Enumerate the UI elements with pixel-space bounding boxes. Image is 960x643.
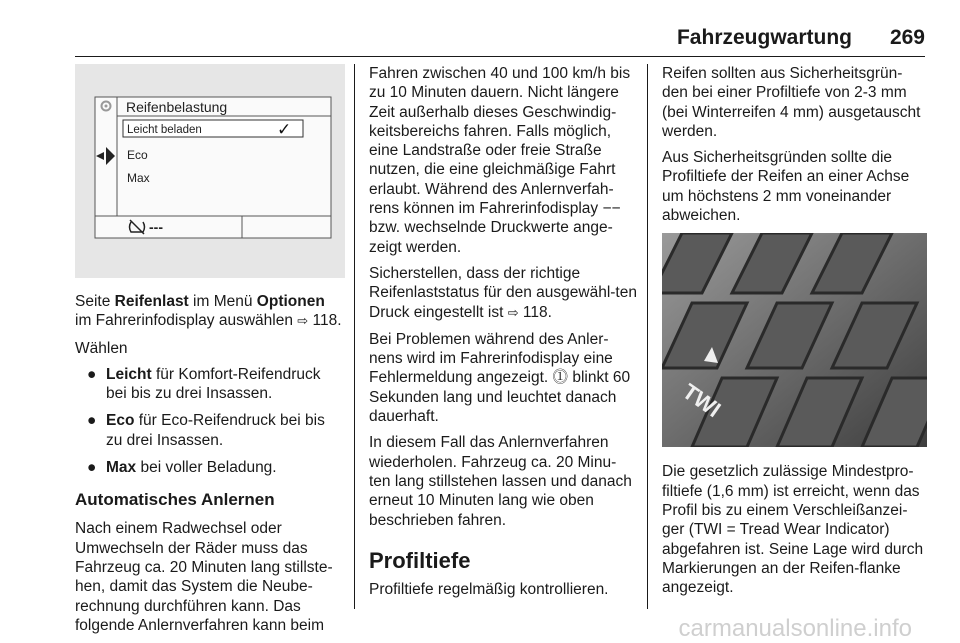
checkmark-icon: ✓ xyxy=(277,120,292,140)
section-heading-profiltiefe: Profiltiefe xyxy=(369,547,471,573)
page-ref-arrow-icon: ⇨ xyxy=(507,305,519,321)
column-3 xyxy=(662,64,927,604)
subheading-automatisches-anlernen: Automatisches Anlernen xyxy=(75,490,275,510)
column-divider xyxy=(354,64,355,609)
column-2 xyxy=(369,64,637,606)
column-divider xyxy=(647,64,648,609)
paragraph-sicherstellen: Sicherstellen, dass der richtige Reifenlaststatus für den ausgewähl-ten Druck eingestellt ist ⇨ 118. xyxy=(369,264,637,321)
display-value: --- xyxy=(149,219,163,235)
section-title: Fahrzeugwartung xyxy=(676,26,852,49)
paragraph-anlernen: Nach einem Radwechsel oder Umwechseln der Räder muss das Fahrzeug ca. 20 Minuten lang stillste-hen, damit das System die Neube-rechnung durchführen kann. Das folgende Anlernverfahren kann beim xyxy=(75,520,333,634)
fahrerinfodisplay-illustration xyxy=(75,64,345,278)
header-rule xyxy=(75,56,925,57)
paragraph-fahren: Fahren zwischen 40 und 100 km/h bis zu 10 Minuten dauern. Nicht längere Zeit außerhalb dieses Geschwindig-keitsbereichs fahren. Falls möglich, eine Landstraße oder freie Straße nutzen, die eine gleichmäßige Fahrt erlaubt. Während des Anlernverfah-rens können im Fahrerinfodisplay −− bzw. wechselnde Druckwerte ange-zeigt werden. xyxy=(369,65,631,256)
paragraph-austausch: Reifen sollten aus Sicherheitsgrün-den bei einer Profiltiefe von 2-3 mm (bei Winterreifen 4 mm) ausgetauscht werden. xyxy=(662,65,921,140)
paragraph-mindestprofiltiefe: Die gesetzlich zulässige Mindestpro-filtiefe (1,6 mm) ist erreicht, wenn das Profil bis zu einem Verschleißanzei-ger (TWI = Tread Wear Indicator) abgefahren ist. Seine Lage wird durch Markierungen an der Reifen-flanke angezeigt. xyxy=(662,463,924,597)
watermark: carmanualsonline.info xyxy=(678,615,912,642)
twi-label: TWI xyxy=(677,378,726,423)
tpms-warning-icon: ⓵ xyxy=(552,369,569,387)
option-eco: Eco xyxy=(127,148,148,162)
paragraph-wiederholen: In diesem Fall das Anlernverfahren wiederholen. Fahrzeug ca. 20 Minu-ten lang stillstehen lassen und danach erneut 10 Minuten lang wie oben beschrieben fahren. xyxy=(369,434,632,529)
tire-tread-figure xyxy=(662,233,927,447)
paragraph-probleme: Bei Problemen während des Anler-nens wird im Fahrerinfodisplay eine Fehlermeldung angezeigt. ⓵ blinkt 60 Sekunden lang und leuchtet danach dauerhaft. xyxy=(369,330,631,426)
paragraph-achse: Aus Sicherheitsgründen sollte die Profiltiefe der Reifen an einer Achse um höchstens 2 mm voneinander abweichen. xyxy=(662,149,910,225)
paragraph-reifenlast: Seite Reifenlast im Menü Optionen im Fahrerinfodisplay auswählen ⇨ 118. xyxy=(75,293,342,330)
tire-tread-illustration xyxy=(662,233,927,447)
list-item: ● Max bei voller Beladung. xyxy=(87,459,277,477)
option-list xyxy=(75,365,345,477)
paragraph-kontrollieren: Profiltiefe regelmäßig kontrollieren. xyxy=(369,580,609,598)
option-max: Max xyxy=(127,171,150,185)
label-wahlen: Wählen xyxy=(75,339,128,357)
list-item: ● Eco für Eco-Reifendruck bei bis zu drei Insassen. xyxy=(87,412,325,449)
display-figure xyxy=(75,64,345,278)
column-1 xyxy=(75,64,345,642)
page-header xyxy=(0,0,960,56)
display-title: Reifenbelastung xyxy=(126,99,228,115)
page-ref-arrow-icon: ⇨ xyxy=(297,314,309,330)
page-number: 269 xyxy=(889,26,925,49)
list-item: ● Leicht für Komfort-Reifendruck bei bis zu drei Insassen. xyxy=(87,365,321,403)
option-leicht-beladen: Leicht beladen xyxy=(127,124,202,136)
